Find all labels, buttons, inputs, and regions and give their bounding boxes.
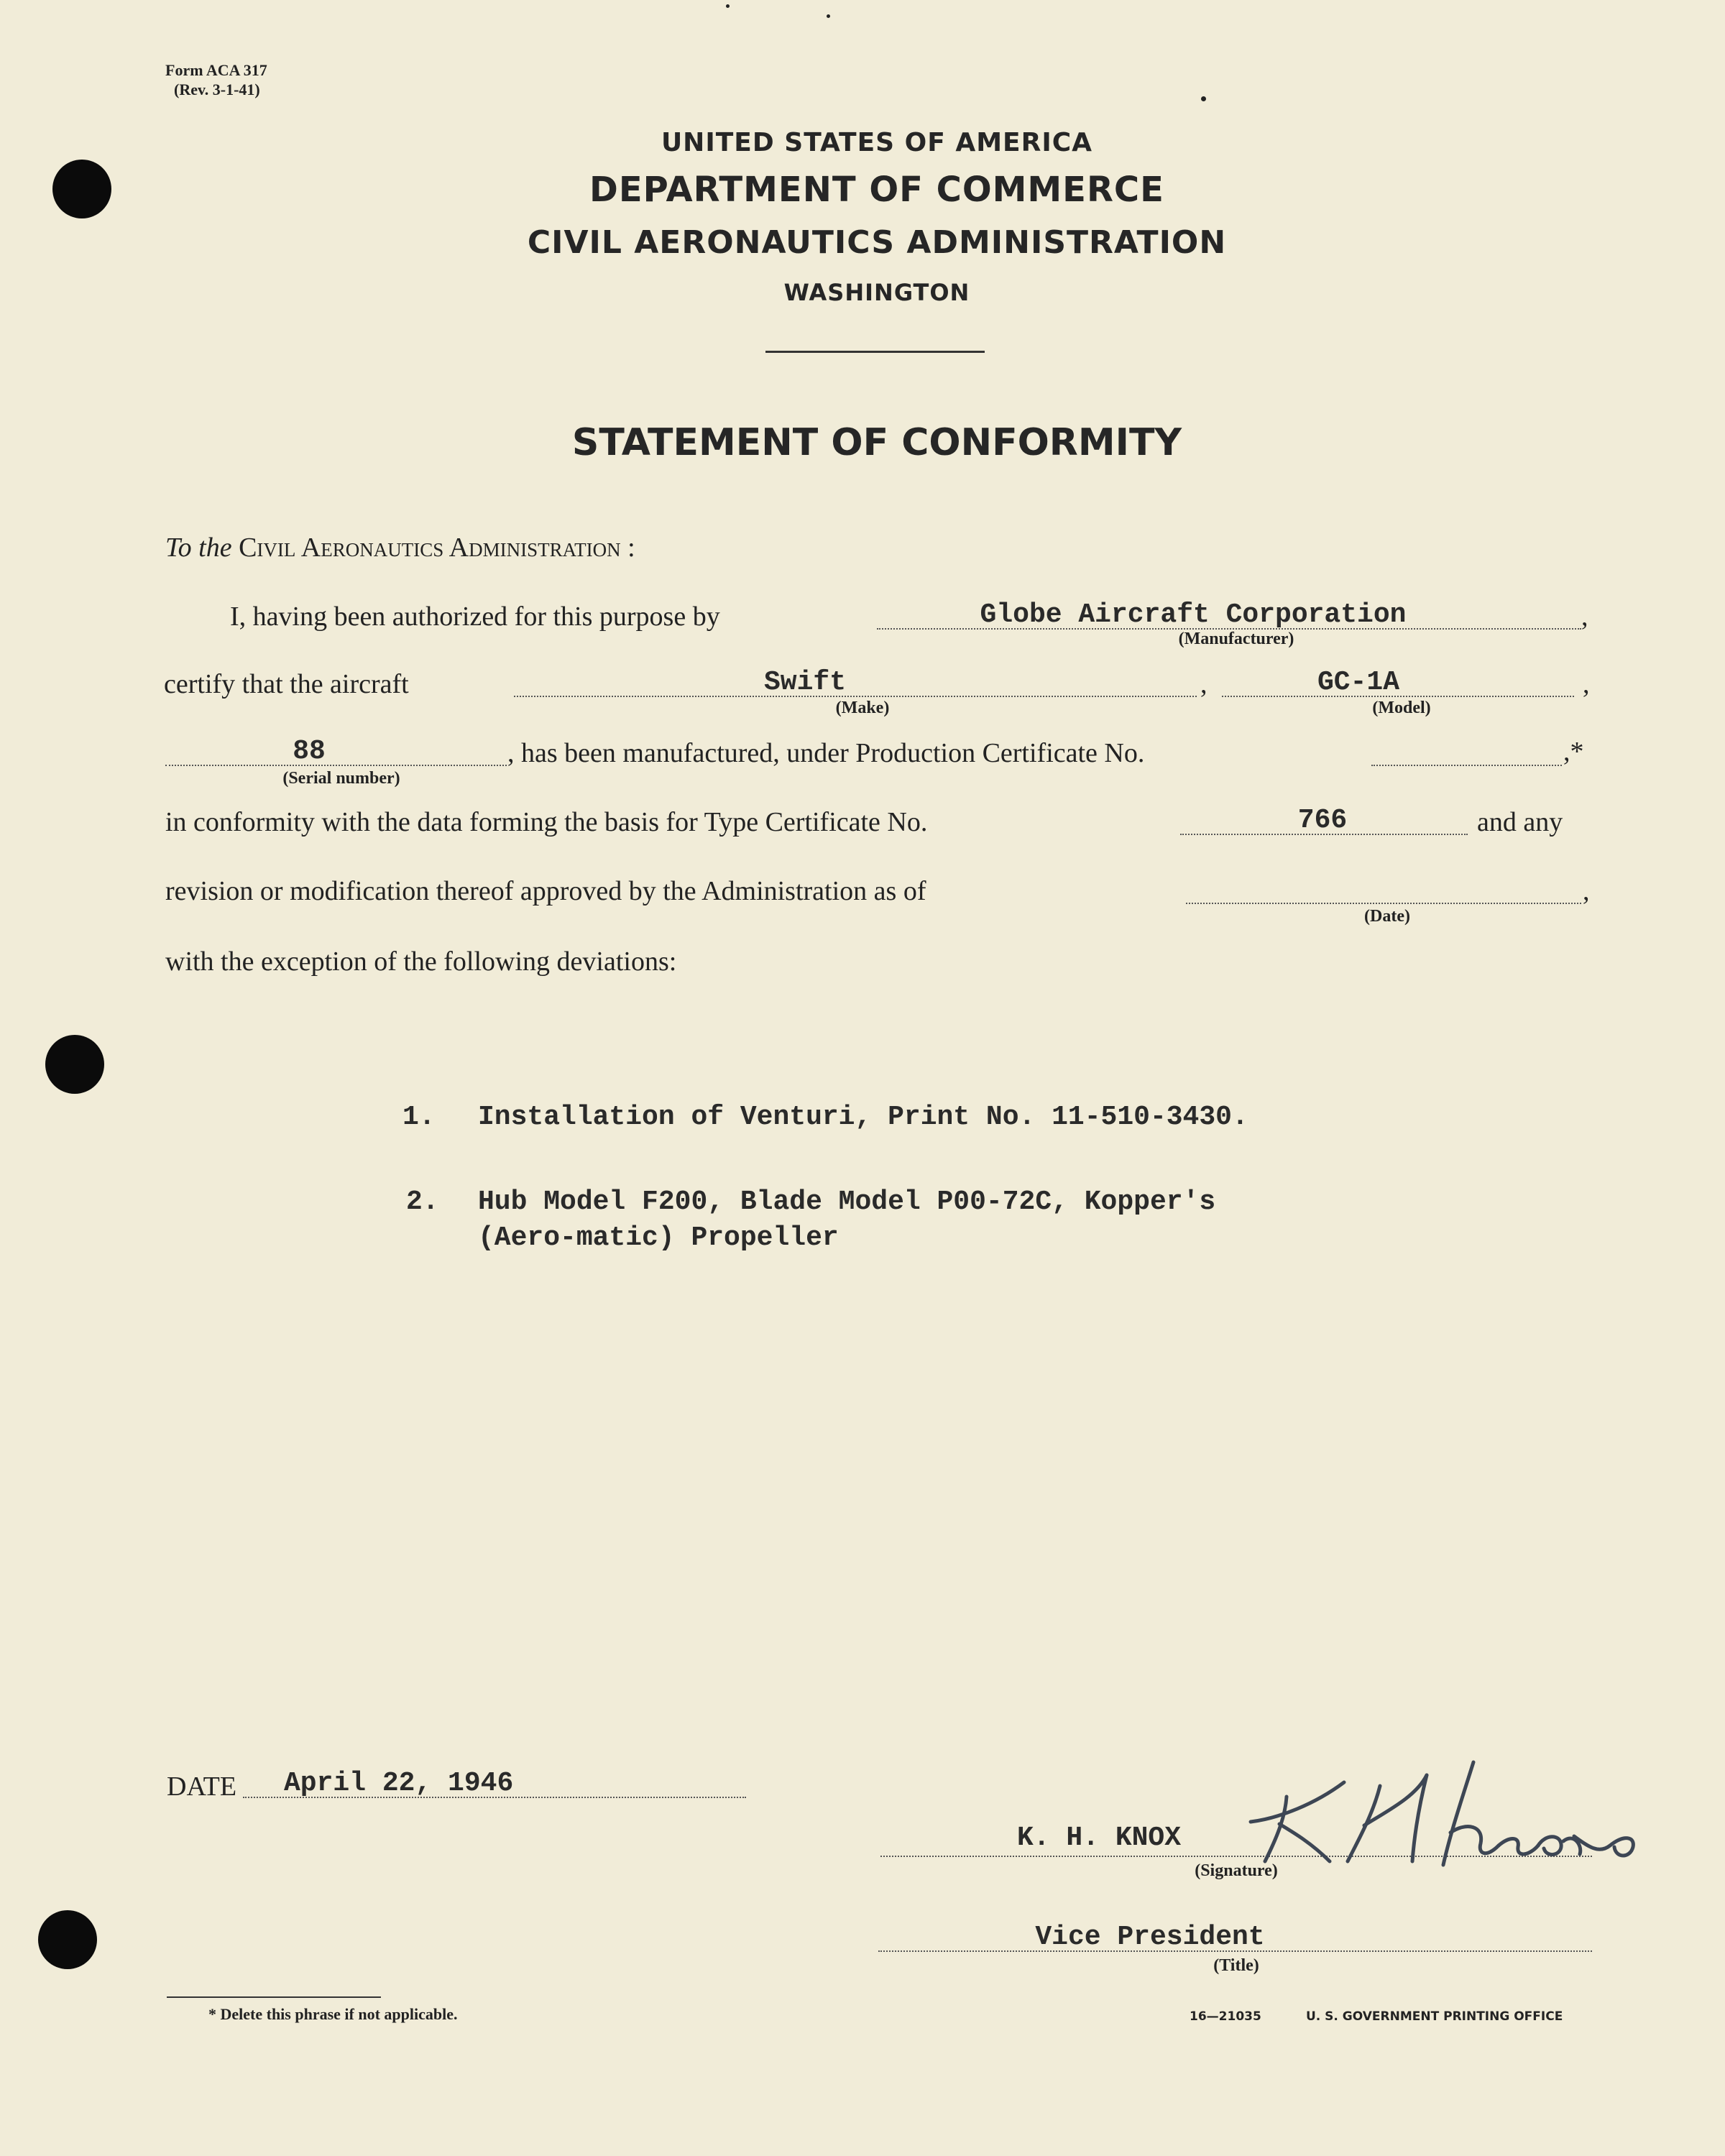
binder-hole-bottom xyxy=(38,1910,97,1969)
body-line-1: I, having been authorized for this purpose by xyxy=(230,602,720,632)
header-country: UNITED STATES OF AMERICA xyxy=(661,128,1093,157)
deviation-1-number: 1. xyxy=(402,1102,436,1133)
paper-speck xyxy=(1201,96,1206,101)
deviation-2-number: 2. xyxy=(406,1187,439,1217)
print-code: 16—21035 xyxy=(1190,2009,1261,2024)
model-caption: (Model) xyxy=(1372,699,1431,717)
header-department: DEPARTMENT OF COMMERCE xyxy=(589,170,1164,210)
paper-speck xyxy=(726,4,730,8)
line-2-comma: , xyxy=(1200,669,1208,699)
title-caption: (Title) xyxy=(1213,1956,1259,1975)
body-line-3: , has been manufactured, under Production Certificate No. xyxy=(507,738,1145,768)
form-revision: (Rev. 3-1-41) xyxy=(174,80,260,98)
line-2-trailing-comma: , xyxy=(1583,669,1590,699)
line-3-comma-asterisk: ,* xyxy=(1563,737,1584,767)
paper-speck xyxy=(827,14,830,18)
make-value: Swift xyxy=(763,667,847,698)
handwritten-signature xyxy=(1236,1754,1653,1876)
date-label: DATE xyxy=(167,1772,237,1802)
binder-hole-middle xyxy=(45,1035,104,1094)
signatory-typed-name: K. H. KNOX xyxy=(1017,1823,1182,1853)
signature-caption: (Signature) xyxy=(1195,1861,1278,1880)
body-line-4-end: and any xyxy=(1477,807,1563,837)
title-value: Vice President xyxy=(1035,1922,1265,1953)
body-line-2: certify that the aircraft xyxy=(164,669,409,699)
printer-credit: U. S. GOVERNMENT PRINTING OFFICE xyxy=(1306,2009,1563,2024)
model-value: GC-1A xyxy=(1317,667,1400,698)
approval-date-field-line xyxy=(1186,903,1581,904)
serial-value: 88 xyxy=(293,736,326,767)
date-value: April 22, 1946 xyxy=(284,1768,514,1799)
make-caption: (Make) xyxy=(835,699,890,717)
footnote: * Delete this phrase if not applicable. xyxy=(208,2005,458,2023)
salutation-addressee: Civil Aeronautics Administration xyxy=(239,533,621,563)
type-certificate-value: 766 xyxy=(1297,805,1348,836)
approval-date-caption: (Date) xyxy=(1364,907,1410,926)
production-certificate-field-line xyxy=(1371,765,1562,766)
manufacturer-caption: (Manufacturer) xyxy=(1178,630,1294,648)
salutation xyxy=(165,532,635,563)
body-line-4: in conformity with the data forming the basis for Type Certificate No. xyxy=(165,807,928,837)
line-5-comma: , xyxy=(1583,876,1590,906)
deviation-1-text: Installation of Venturi, Print No. 11-510-3430. xyxy=(478,1102,1248,1133)
footnote-rule xyxy=(167,1996,381,1998)
header-agency: CIVIL AERONAUTICS ADMINISTRATION xyxy=(527,224,1227,261)
document-title: STATEMENT OF CONFORMITY xyxy=(571,421,1182,464)
deviation-2-text: Hub Model F200, Blade Model P00-72C, Kopper's (Aero-matic) Propeller xyxy=(478,1187,1216,1253)
line-1-comma: , xyxy=(1581,602,1588,632)
salutation-suffix: : xyxy=(627,533,635,563)
form-number: Form ACA 317 xyxy=(165,61,267,79)
manufacturer-value: Globe Aircraft Corporation xyxy=(980,599,1407,630)
form-number-block xyxy=(165,60,267,99)
serial-caption: (Serial number) xyxy=(282,769,400,788)
body-line-6: with the exception of the following deviations: xyxy=(165,946,677,977)
body-line-5: revision or modification thereof approved by the Administration as of xyxy=(165,876,926,906)
header-city: WASHINGTON xyxy=(783,279,970,306)
header-divider xyxy=(765,351,985,353)
salutation-prefix: To the xyxy=(165,533,232,563)
